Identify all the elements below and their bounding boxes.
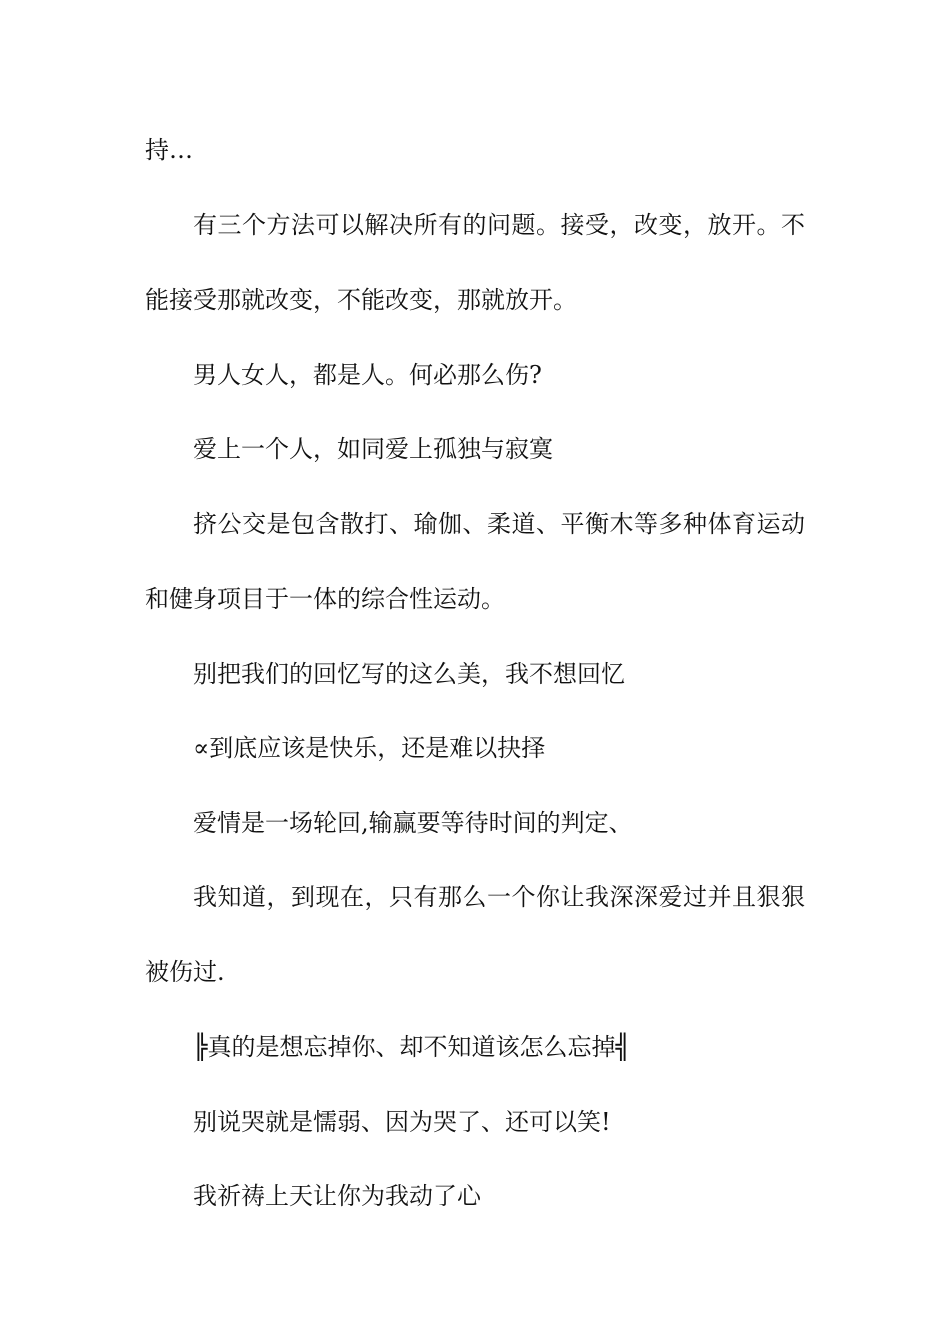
text-line: 持… (145, 136, 193, 164)
text-line: 男人女人，都是人。何必那么伤? (193, 361, 542, 389)
text-line: 别说哭就是懦弱、因为哭了、还可以笑! (193, 1108, 611, 1136)
text-line: 有三个方法可以解决所有的问题。接受，改变，放开。不 (193, 211, 805, 239)
text-line: ∝到底应该是快乐，还是难以抉择 (193, 734, 546, 762)
text-line: 爱情是一场轮回,输赢要等待时间的判定、 (193, 809, 633, 837)
text-line: 能接受那就改变，不能改变，那就放开。 (145, 286, 577, 314)
text-line: 和健身项目于一体的综合性运动。 (145, 585, 505, 613)
text-line: 别把我们的回忆写的这么美，我不想回忆 (193, 660, 625, 688)
text-line: 我知道，到现在，只有那么一个你让我深深爱过并且狠狠 (193, 883, 805, 911)
text-line: ╠真的是想忘掉你、却不知道该怎么忘掉╣ (193, 1033, 630, 1061)
text-line: 我祈祷上天让你为我动了心 (193, 1182, 481, 1210)
text-line: 挤公交是包含散打、瑜伽、柔道、平衡木等多种体育运动 (193, 510, 805, 538)
text-line: 爱上一个人，如同爱上孤独与寂寞 (193, 435, 553, 463)
text-line: 被伤过. (145, 958, 225, 986)
